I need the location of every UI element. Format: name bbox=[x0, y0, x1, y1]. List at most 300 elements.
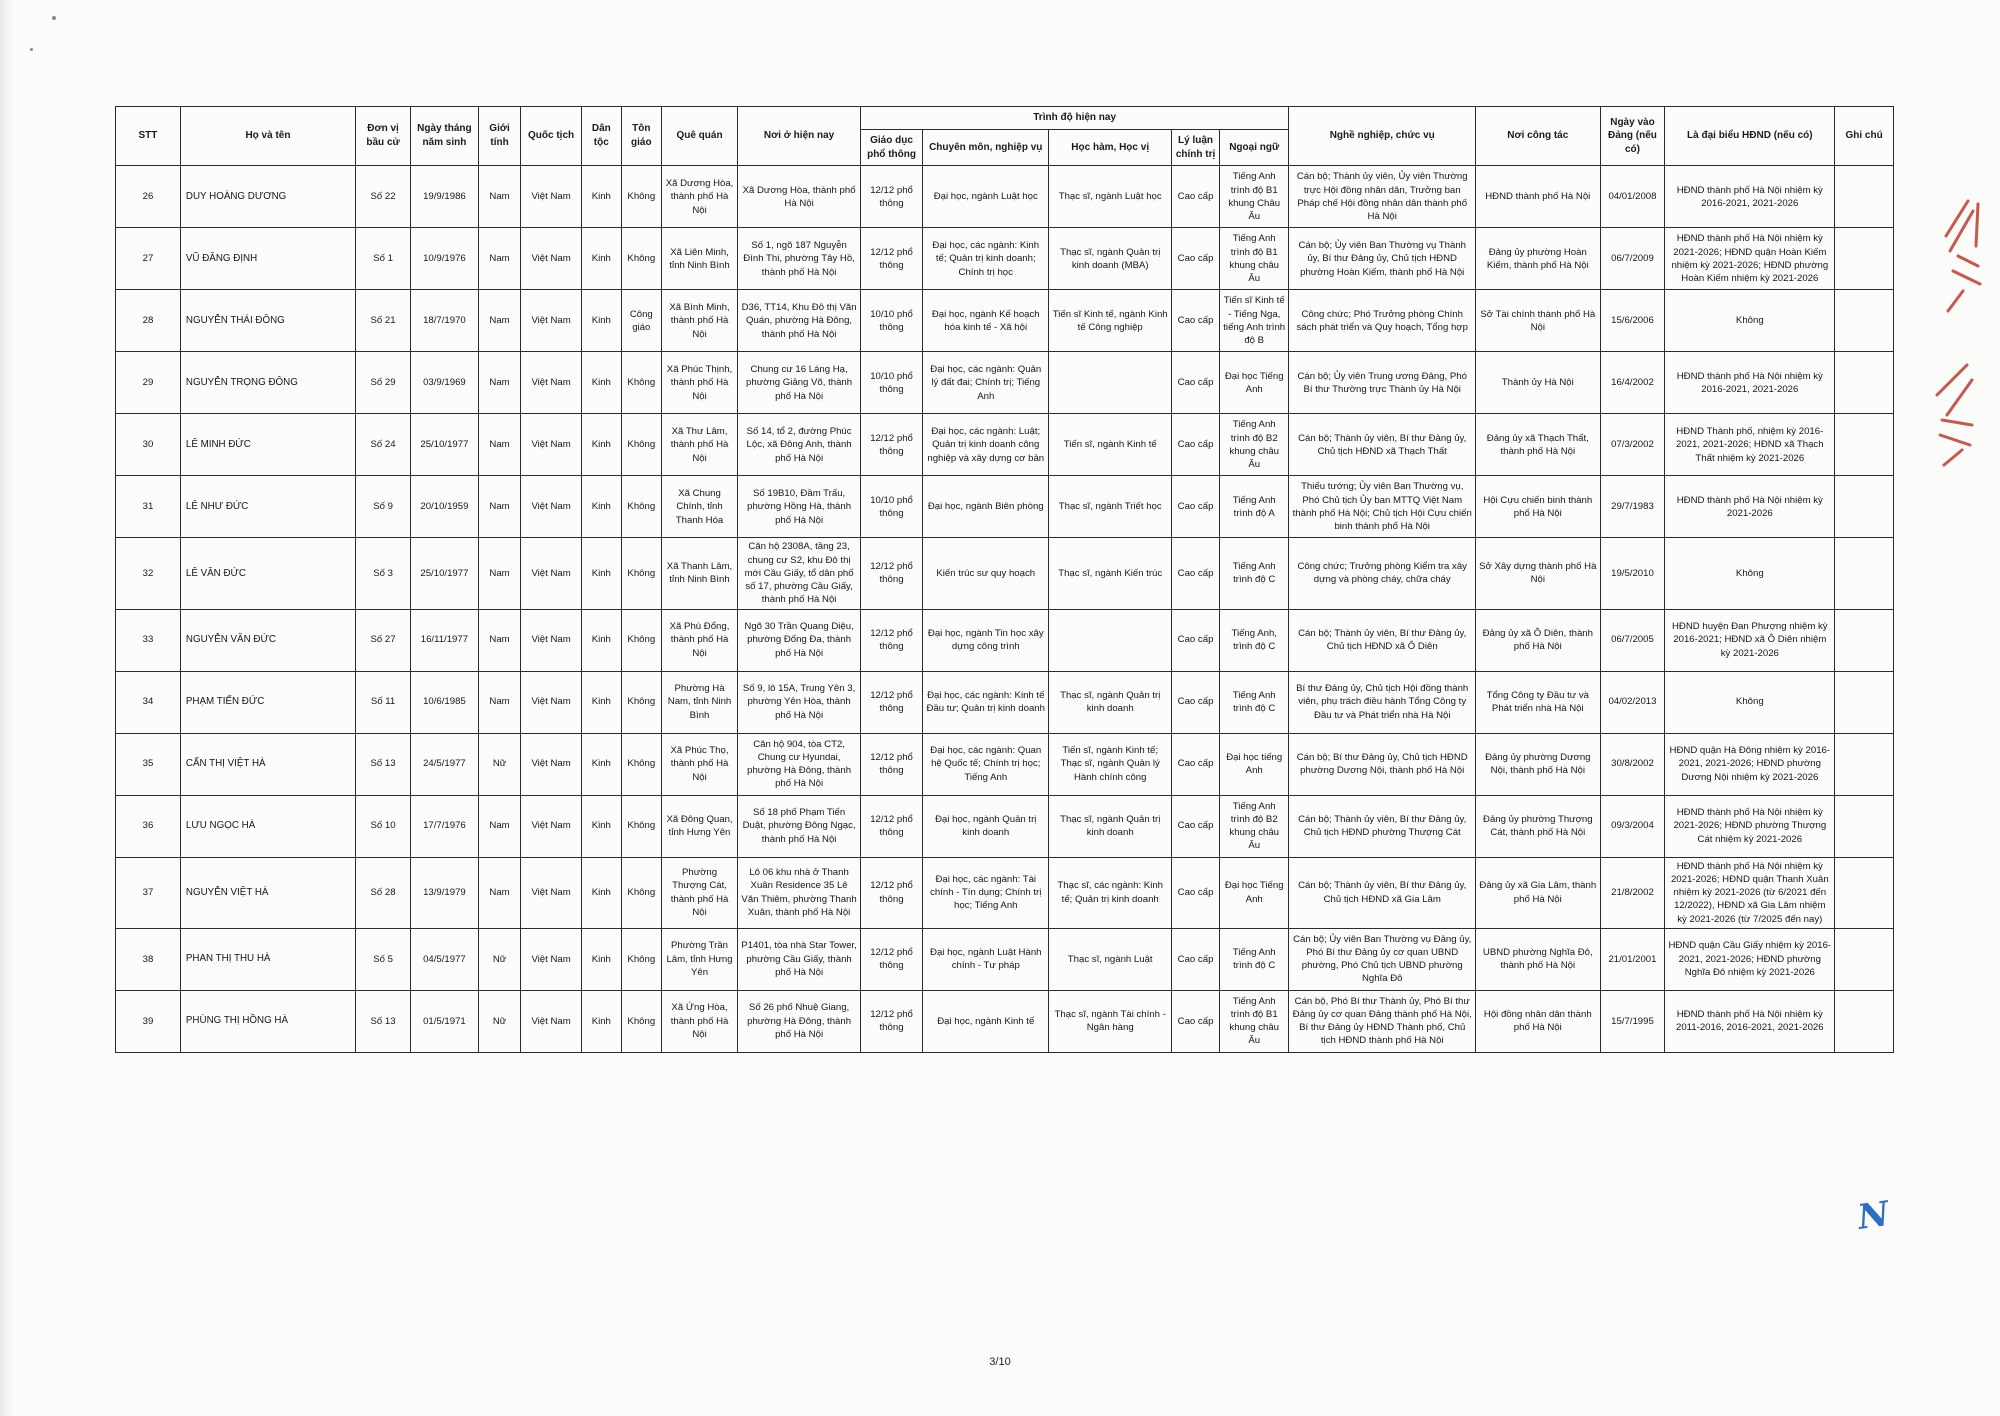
cell-donvi: Số 29 bbox=[356, 352, 411, 414]
col-header-gioitinh: Giới tính bbox=[478, 107, 521, 166]
cell-ghichu bbox=[1835, 166, 1894, 228]
cell-dantoc: Kinh bbox=[581, 538, 621, 609]
cell-giaoduc: 12/12 phổ thông bbox=[860, 928, 922, 990]
cell-name: NGUYỄN THÁI ĐÔNG bbox=[180, 290, 355, 352]
cell-quequan: Xã Phù Đổng, thành phố Hà Nội bbox=[661, 609, 737, 671]
cell-nghenghiep: Công chức; Phó Trưởng phòng Chính sách phát triển và Quy hoạch, Tổng hợp bbox=[1289, 290, 1476, 352]
cell-quequan: Xã Phúc Thọ, thành phố Hà Nội bbox=[661, 733, 737, 795]
cell-gioitinh: Nam bbox=[478, 609, 521, 671]
cell-giaoduc: 10/10 phổ thông bbox=[860, 476, 922, 538]
cell-daibieu: HĐND thành phố Hà Nội nhiệm kỳ 2021-2026 bbox=[1665, 476, 1835, 538]
col-header-lyluan: Lý luận chính trị bbox=[1172, 129, 1220, 166]
table-row bbox=[116, 290, 1894, 352]
cell-quoctich: Việt Nam bbox=[521, 733, 581, 795]
cell-donvi: Số 11 bbox=[356, 671, 411, 733]
cell-hocham: Tiến sĩ Kinh tế, ngành Kinh tế Công nghiệp bbox=[1049, 290, 1172, 352]
cell-daibieu: HĐND quận Hà Đông nhiệm kỳ 2016-2021, 2021-2026; HĐND phường Dương Nội nhiệm kỳ 2021-2026 bbox=[1665, 733, 1835, 795]
cell-gioitinh: Nam bbox=[478, 476, 521, 538]
cell-dantoc: Kinh bbox=[581, 928, 621, 990]
cell-noio: Lô 06 khu nhà ở Thanh Xuân Residence 35 Lê Văn Thiêm, phường Thanh Xuân, thành phố Hà Nội bbox=[738, 857, 861, 928]
cell-daibieu: HĐND huyện Đan Phượng nhiệm kỳ 2016-2021; HĐND xã Ô Diên nhiệm kỳ 2021-2026 bbox=[1665, 609, 1835, 671]
cell-ngoaingu: Tiếng Anh trình độ B1 khung châu Âu bbox=[1220, 228, 1289, 290]
cell-hocham: Thạc sĩ, ngành Luật học bbox=[1049, 166, 1172, 228]
cell-ghichu bbox=[1835, 538, 1894, 609]
col-header-group-trinhdo: Trình độ hiện nay bbox=[860, 107, 1288, 130]
cell-quoctich: Việt Nam bbox=[521, 990, 581, 1052]
cell-chuyenmon: Đại học, các ngành: Tài chính - Tín dụng; Chính trị học; Tiếng Anh bbox=[923, 857, 1049, 928]
cell-tongiao: Không bbox=[621, 166, 661, 228]
scan-speck bbox=[52, 16, 56, 20]
cell-noicongtac: Đảng ủy phường Dương Nội, thành phố Hà Nội bbox=[1476, 733, 1600, 795]
cell-ngayvaodang: 29/7/1983 bbox=[1600, 476, 1665, 538]
cell-tongiao: Không bbox=[621, 476, 661, 538]
cell-chuyenmon: Đại học, ngành Tin học xây dựng công trình bbox=[923, 609, 1049, 671]
cell-hocham: Thạc sĩ, ngành Quản trị kinh doanh (MBA) bbox=[1049, 228, 1172, 290]
cell-ngoaingu: Tiếng Anh trình độ B1 khung châu Âu bbox=[1220, 990, 1289, 1052]
cell-gioitinh: Nam bbox=[478, 538, 521, 609]
cell-ngayvaodang: 06/7/2009 bbox=[1600, 228, 1665, 290]
cell-ngoaingu: Tiếng Anh trình độ C bbox=[1220, 928, 1289, 990]
cell-giaoduc: 12/12 phổ thông bbox=[860, 228, 922, 290]
cell-stt: 34 bbox=[116, 671, 181, 733]
cell-ngaysinh: 19/9/1986 bbox=[411, 166, 479, 228]
cell-ngaysinh: 01/5/1971 bbox=[411, 990, 479, 1052]
cell-chuyenmon: Kiến trúc sư quy hoạch bbox=[923, 538, 1049, 609]
cell-tongiao: Không bbox=[621, 795, 661, 857]
cell-dantoc: Kinh bbox=[581, 352, 621, 414]
col-header-noicongtac: Nơi công tác bbox=[1476, 107, 1600, 166]
cell-quequan: Xã Thư Lâm, thành phố Hà Nội bbox=[661, 414, 737, 476]
cell-ghichu bbox=[1835, 857, 1894, 928]
cell-noicongtac: Đảng ủy phường Thượng Cát, thành phố Hà Nội bbox=[1476, 795, 1600, 857]
cell-lyluan: Cao cấp bbox=[1172, 671, 1220, 733]
col-header-name: Họ và tên bbox=[180, 107, 355, 166]
cell-tongiao: Không bbox=[621, 928, 661, 990]
cell-ngayvaodang: 07/3/2002 bbox=[1600, 414, 1665, 476]
cell-ghichu bbox=[1835, 990, 1894, 1052]
cell-ngoaingu: Đại học Tiếng Anh bbox=[1220, 352, 1289, 414]
cell-quequan: Phường Trần Lâm, tỉnh Hưng Yên bbox=[661, 928, 737, 990]
cell-gioitinh: Nam bbox=[478, 857, 521, 928]
cell-nghenghiep: Cán bộ; Thành ủy viên, Ủy viên Thường trực Hội đồng nhân dân, Trưởng ban Pháp chế Hội đồng nhân dân thành phố Hà Nội bbox=[1289, 166, 1476, 228]
col-header-quoctich: Quốc tịch bbox=[521, 107, 581, 166]
cell-daibieu: HĐND thành phố Hà Nội nhiệm kỳ 2021-2026; HĐND phường Thượng Cát nhiệm kỳ 2021-2026 bbox=[1665, 795, 1835, 857]
cell-lyluan: Cao cấp bbox=[1172, 928, 1220, 990]
cell-dantoc: Kinh bbox=[581, 414, 621, 476]
red-stamp-mark-1 bbox=[1928, 196, 1988, 316]
cell-lyluan: Cao cấp bbox=[1172, 352, 1220, 414]
cell-noio: Số 9, lô 15A, Trung Yên 3, phường Yên Hòa, thành phố Hà Nội bbox=[738, 671, 861, 733]
cell-gioitinh: Nam bbox=[478, 671, 521, 733]
cell-name: LƯU NGỌC HÀ bbox=[180, 795, 355, 857]
cell-noio: D36, TT14, Khu Đô thị Văn Quán, phường Hà Đông, thành phố Hà Nội bbox=[738, 290, 861, 352]
table-row bbox=[116, 609, 1894, 671]
cell-tongiao: Không bbox=[621, 228, 661, 290]
cell-noicongtac: Đảng ủy phường Hoàn Kiếm, thành phố Hà Nội bbox=[1476, 228, 1600, 290]
cell-name: VŨ ĐĂNG ĐỊNH bbox=[180, 228, 355, 290]
cell-ngayvaodang: 30/8/2002 bbox=[1600, 733, 1665, 795]
cell-quoctich: Việt Nam bbox=[521, 352, 581, 414]
cell-chuyenmon: Đại học, ngành Luật học bbox=[923, 166, 1049, 228]
cell-hocham: Tiến sĩ, ngành Kinh tế; Thạc sĩ, ngành Quản lý Hành chính công bbox=[1049, 733, 1172, 795]
cell-donvi: Số 28 bbox=[356, 857, 411, 928]
cell-stt: 35 bbox=[116, 733, 181, 795]
cell-ngaysinh: 18/7/1970 bbox=[411, 290, 479, 352]
cell-hocham bbox=[1049, 609, 1172, 671]
cell-stt: 31 bbox=[116, 476, 181, 538]
col-header-ngayvaodang: Ngày vào Đảng (nếu có) bbox=[1600, 107, 1665, 166]
cell-noio: Căn hộ 904, tòa CT2, Chung cư Hyundai, phường Hà Đông, thành phố Hà Nội bbox=[738, 733, 861, 795]
cell-giaoduc: 12/12 phổ thông bbox=[860, 990, 922, 1052]
table-row bbox=[116, 990, 1894, 1052]
cell-ngayvaodang: 21/8/2002 bbox=[1600, 857, 1665, 928]
cell-noio: Số 19B10, Đầm Trấu, phường Hồng Hà, thành phố Hà Nội bbox=[738, 476, 861, 538]
cell-chuyenmon: Đại học, ngành Luật Hành chính - Tư pháp bbox=[923, 928, 1049, 990]
cell-donvi: Số 13 bbox=[356, 990, 411, 1052]
cell-daibieu: HĐND thành phố Hà Nội nhiệm kỳ 2021-2026; HĐND quận Hoàn Kiếm nhiệm kỳ 2021-2026; HĐND phường Hoàn Kiếm nhiệm kỳ 2021-2026 bbox=[1665, 228, 1835, 290]
cell-ghichu bbox=[1835, 414, 1894, 476]
cell-ngaysinh: 04/5/1977 bbox=[411, 928, 479, 990]
cell-noio: Số 14, tổ 2, đường Phúc Lộc, xã Đông Anh, thành phố Hà Nội bbox=[738, 414, 861, 476]
cell-gioitinh: Nữ bbox=[478, 733, 521, 795]
cell-quoctich: Việt Nam bbox=[521, 538, 581, 609]
col-header-stt: STT bbox=[116, 107, 181, 166]
cell-gioitinh: Nam bbox=[478, 795, 521, 857]
blue-signature-mark: N bbox=[1855, 1194, 1892, 1238]
cell-ngaysinh: 03/9/1969 bbox=[411, 352, 479, 414]
cell-noio: Số 1, ngõ 187 Nguyễn Đình Thi, phường Tây Hồ, thành phố Hà Nội bbox=[738, 228, 861, 290]
cell-noio: Số 26 phố Nhuệ Giang, phường Hà Đông, thành phố Hà Nội bbox=[738, 990, 861, 1052]
cell-quoctich: Việt Nam bbox=[521, 795, 581, 857]
cell-gioitinh: Nam bbox=[478, 290, 521, 352]
cell-noicongtac: HĐND thành phố Hà Nội bbox=[1476, 166, 1600, 228]
cell-name: LÊ NHƯ ĐỨC bbox=[180, 476, 355, 538]
cell-ngaysinh: 25/10/1977 bbox=[411, 414, 479, 476]
cell-stt: 27 bbox=[116, 228, 181, 290]
cell-stt: 37 bbox=[116, 857, 181, 928]
cell-gioitinh: Nam bbox=[478, 166, 521, 228]
cell-donvi: Số 13 bbox=[356, 733, 411, 795]
cell-donvi: Số 9 bbox=[356, 476, 411, 538]
cell-chuyenmon: Đại học, các ngành: Quản lý đất đai; Chính trị; Tiếng Anh bbox=[923, 352, 1049, 414]
cell-ngayvaodang: 15/7/1995 bbox=[1600, 990, 1665, 1052]
cell-lyluan: Cao cấp bbox=[1172, 538, 1220, 609]
cell-gioitinh: Nam bbox=[478, 414, 521, 476]
cell-name: PHAN THỊ THU HÀ bbox=[180, 928, 355, 990]
cell-dantoc: Kinh bbox=[581, 476, 621, 538]
cell-nghenghiep: Cán bộ; Thành ủy viên, Bí thư Đảng ủy, Chủ tịch HĐND xã Gia Lâm bbox=[1289, 857, 1476, 928]
cell-ngayvaodang: 16/4/2002 bbox=[1600, 352, 1665, 414]
cell-noio: P1401, tòa nhà Star Tower, phường Cầu Giấy, thành phố Hà Nội bbox=[738, 928, 861, 990]
cell-dantoc: Kinh bbox=[581, 609, 621, 671]
cell-ngoaingu: Tiếng Anh, trình độ C bbox=[1220, 609, 1289, 671]
cell-quoctich: Việt Nam bbox=[521, 414, 581, 476]
cell-quequan: Phường Hà Nam, tỉnh Ninh Bình bbox=[661, 671, 737, 733]
cell-ngaysinh: 24/5/1977 bbox=[411, 733, 479, 795]
cell-quoctich: Việt Nam bbox=[521, 228, 581, 290]
col-header-donvi: Đơn vị bầu cử bbox=[356, 107, 411, 166]
cell-quequan: Xã Bình Minh, thành phố Hà Nội bbox=[661, 290, 737, 352]
cell-chuyenmon: Đại học, các ngành: Luật; Quản trị kinh doanh công nghiệp và xây dựng cơ bản bbox=[923, 414, 1049, 476]
cell-noicongtac: Hội đồng nhân dân thành phố Hà Nội bbox=[1476, 990, 1600, 1052]
cell-lyluan: Cao cấp bbox=[1172, 609, 1220, 671]
cell-quoctich: Việt Nam bbox=[521, 928, 581, 990]
scan-speck bbox=[30, 48, 33, 51]
cell-hocham: Thạc sĩ, ngành Triết học bbox=[1049, 476, 1172, 538]
red-stamp-mark-2 bbox=[1922, 360, 1982, 470]
cell-name: CẤN THỊ VIỆT HÀ bbox=[180, 733, 355, 795]
cell-noicongtac: Sở Xây dựng thành phố Hà Nội bbox=[1476, 538, 1600, 609]
cell-nghenghiep: Cán bộ; Thành ủy viên, Bí thư Đảng ủy, Chủ tịch HĐND xã Ô Diên bbox=[1289, 609, 1476, 671]
cell-ngoaingu: Tiếng Anh trình độ B1 khung Châu Âu bbox=[1220, 166, 1289, 228]
cell-noio: Số 18 phố Phạm Tiến Duật, phường Đông Ngạc, thành phố Hà Nội bbox=[738, 795, 861, 857]
cell-nghenghiep: Thiếu tướng; Ủy viên Ban Thường vụ, Phó Chủ tịch Ủy ban MTTQ Việt Nam thành phố Hà Nội; Chủ tịch Hội Cựu chiến binh thành phố Hà Nội bbox=[1289, 476, 1476, 538]
table-row bbox=[116, 414, 1894, 476]
cell-noicongtac: Đảng ủy xã Thạch Thất, thành phố Hà Nội bbox=[1476, 414, 1600, 476]
col-header-hocham: Học hàm, Học vị bbox=[1049, 129, 1172, 166]
cell-hocham: Tiến sĩ, ngành Kinh tế bbox=[1049, 414, 1172, 476]
cell-ngoaingu: Tiếng Anh trình độ C bbox=[1220, 538, 1289, 609]
cell-stt: 33 bbox=[116, 609, 181, 671]
cell-tongiao: Không bbox=[621, 414, 661, 476]
col-header-quequan: Quê quán bbox=[661, 107, 737, 166]
cell-noicongtac: Tổng Công ty Đầu tư và Phát triển nhà Hà Nội bbox=[1476, 671, 1600, 733]
cell-quequan: Xã Phúc Thịnh, thành phố Hà Nội bbox=[661, 352, 737, 414]
cell-ngayvaodang: 09/3/2004 bbox=[1600, 795, 1665, 857]
cell-gioitinh: Nữ bbox=[478, 990, 521, 1052]
cell-quequan: Phường Thượng Cát, thành phố Hà Nội bbox=[661, 857, 737, 928]
cell-chuyenmon: Đại học, các ngành: Kinh tế; Quản trị kinh doanh; Chính trị học bbox=[923, 228, 1049, 290]
cell-giaoduc: 12/12 phổ thông bbox=[860, 857, 922, 928]
cell-ngaysinh: 13/9/1979 bbox=[411, 857, 479, 928]
cell-tongiao: Không bbox=[621, 733, 661, 795]
cell-giaoduc: 12/12 phổ thông bbox=[860, 671, 922, 733]
cell-giaoduc: 12/12 phổ thông bbox=[860, 538, 922, 609]
table-row bbox=[116, 733, 1894, 795]
cell-noicongtac: Đảng ủy xã Ô Diên, thành phố Hà Nội bbox=[1476, 609, 1600, 671]
cell-ngayvaodang: 19/5/2010 bbox=[1600, 538, 1665, 609]
cell-ngaysinh: 20/10/1959 bbox=[411, 476, 479, 538]
cell-donvi: Số 3 bbox=[356, 538, 411, 609]
cell-chuyenmon: Đại học, ngành Kế hoạch hóa kinh tế - Xã hội bbox=[923, 290, 1049, 352]
cell-lyluan: Cao cấp bbox=[1172, 857, 1220, 928]
cell-stt: 38 bbox=[116, 928, 181, 990]
cell-dantoc: Kinh bbox=[581, 166, 621, 228]
cell-giaoduc: 10/10 phổ thông bbox=[860, 352, 922, 414]
cell-ngoaingu: Tiếng Anh trình độ A bbox=[1220, 476, 1289, 538]
cell-tongiao: Công giáo bbox=[621, 290, 661, 352]
cell-stt: 32 bbox=[116, 538, 181, 609]
cell-chuyenmon: Đại học, các ngành: Kinh tế Đầu tư; Quản trị kinh doanh bbox=[923, 671, 1049, 733]
cell-dantoc: Kinh bbox=[581, 733, 621, 795]
cell-ngayvaodang: 15/6/2006 bbox=[1600, 290, 1665, 352]
col-header-ghichu: Ghi chú bbox=[1835, 107, 1894, 166]
cell-nghenghiep: Cán bộ; Ủy viên Ban Thường vụ Đảng ủy, Phó Bí thư Đảng ủy cơ quan UBND phường, Phó Chủ tịch UBND phường Nghĩa Đô bbox=[1289, 928, 1476, 990]
cell-ghichu bbox=[1835, 671, 1894, 733]
cell-quequan: Xã Dương Hòa, thành phố Hà Nội bbox=[661, 166, 737, 228]
table-body bbox=[116, 166, 1894, 1052]
cell-ngoaingu: Tiếng Anh trình độ B2 khung châu Âu bbox=[1220, 795, 1289, 857]
cell-nghenghiep: Cán bộ; Bí thư Đảng ủy, Chủ tịch HĐND phường Dương Nội, thành phố Hà Nội bbox=[1289, 733, 1476, 795]
cell-ngoaingu: Đại học tiếng Anh bbox=[1220, 733, 1289, 795]
cell-daibieu: HĐND thành phố Hà Nội nhiệm kỳ 2011-2016, 2016-2021, 2021-2026 bbox=[1665, 990, 1835, 1052]
col-header-ngoaingu: Ngoại ngữ bbox=[1220, 129, 1289, 166]
cell-hocham: Thạc sĩ, ngành Tài chính - Ngân hàng bbox=[1049, 990, 1172, 1052]
cell-dantoc: Kinh bbox=[581, 990, 621, 1052]
cell-ngayvaodang: 21/01/2001 bbox=[1600, 928, 1665, 990]
cell-noio: Chung cư 16 Láng Hạ, phường Giảng Võ, thành phố Hà Nội bbox=[738, 352, 861, 414]
table-row bbox=[116, 228, 1894, 290]
cell-tongiao: Không bbox=[621, 671, 661, 733]
cell-hocham: Thạc sĩ, ngành Quản trị kinh doanh bbox=[1049, 671, 1172, 733]
cell-daibieu: Không bbox=[1665, 538, 1835, 609]
cell-tongiao: Không bbox=[621, 609, 661, 671]
cell-ghichu bbox=[1835, 228, 1894, 290]
cell-name: NGUYỄN VĂN ĐỨC bbox=[180, 609, 355, 671]
cell-nghenghiep: Công chức; Trưởng phòng Kiểm tra xây dựng và phòng cháy, chữa cháy bbox=[1289, 538, 1476, 609]
cell-giaoduc: 12/12 phổ thông bbox=[860, 414, 922, 476]
col-header-chuyenmon: Chuyên môn, nghiệp vụ bbox=[923, 129, 1049, 166]
cell-tongiao: Không bbox=[621, 857, 661, 928]
cell-ghichu bbox=[1835, 609, 1894, 671]
cell-lyluan: Cao cấp bbox=[1172, 476, 1220, 538]
cell-ngaysinh: 17/7/1976 bbox=[411, 795, 479, 857]
cell-gioitinh: Nam bbox=[478, 352, 521, 414]
cell-chuyenmon: Đại học, các ngành: Quan hệ Quốc tế; Chính trị học; Tiếng Anh bbox=[923, 733, 1049, 795]
cell-daibieu: Không bbox=[1665, 290, 1835, 352]
cell-stt: 26 bbox=[116, 166, 181, 228]
cell-dantoc: Kinh bbox=[581, 228, 621, 290]
cell-ngoaingu: Tiếng Anh trình độ B2 khung châu Âu bbox=[1220, 414, 1289, 476]
cell-noicongtac: Đảng ủy xã Gia Lâm, thành phố Hà Nội bbox=[1476, 857, 1600, 928]
col-header-giaoduc: Giáo dục phổ thông bbox=[860, 129, 922, 166]
cell-ngoaingu: Tiếng Anh trình độ C bbox=[1220, 671, 1289, 733]
cell-noicongtac: Thành ủy Hà Nội bbox=[1476, 352, 1600, 414]
cell-nghenghiep: Cán bộ; Ủy viên Ban Thường vụ Thành ủy, Bí thư Đảng ủy, Chủ tịch HĐND phường Hoàn Kiếm, thành phố Hà Nội bbox=[1289, 228, 1476, 290]
cell-noicongtac: Hội Cựu chiến binh thành phố Hà Nội bbox=[1476, 476, 1600, 538]
cell-chuyenmon: Đại học, ngành Kinh tế bbox=[923, 990, 1049, 1052]
cell-quoctich: Việt Nam bbox=[521, 476, 581, 538]
cell-lyluan: Cao cấp bbox=[1172, 414, 1220, 476]
cell-daibieu: HĐND Thành phố, nhiệm kỳ 2016-2021, 2021-2026; HĐND xã Thạch Thất nhiệm kỳ 2021-2026 bbox=[1665, 414, 1835, 476]
table-row bbox=[116, 538, 1894, 609]
cell-quequan: Xã Thanh Lâm, tỉnh Ninh Bình bbox=[661, 538, 737, 609]
cell-ngaysinh: 16/11/1977 bbox=[411, 609, 479, 671]
cell-stt: 39 bbox=[116, 990, 181, 1052]
cell-nghenghiep: Cán bộ; Thành ủy viên, Bí thư Đảng ủy, Chủ tịch HĐND xã Thạch Thất bbox=[1289, 414, 1476, 476]
cell-ngayvaodang: 06/7/2005 bbox=[1600, 609, 1665, 671]
cell-hocham bbox=[1049, 352, 1172, 414]
cell-noio: Ngõ 30 Trần Quang Diệu, phường Đống Đa, thành phố Hà Nội bbox=[738, 609, 861, 671]
cell-stt: 36 bbox=[116, 795, 181, 857]
cell-ghichu bbox=[1835, 290, 1894, 352]
cell-name: PHẠM TIẾN ĐỨC bbox=[180, 671, 355, 733]
hdnd-delegate-table bbox=[115, 106, 1894, 1053]
cell-ghichu bbox=[1835, 476, 1894, 538]
cell-giaoduc: 12/12 phổ thông bbox=[860, 609, 922, 671]
table-row bbox=[116, 671, 1894, 733]
cell-quequan: Xã Liên Minh, tỉnh Ninh Bình bbox=[661, 228, 737, 290]
cell-dantoc: Kinh bbox=[581, 290, 621, 352]
cell-ngaysinh: 25/10/1977 bbox=[411, 538, 479, 609]
cell-quoctich: Việt Nam bbox=[521, 857, 581, 928]
cell-nghenghiep: Bí thư Đảng ủy, Chủ tịch Hội đồng thành viên, phụ trách điều hành Tổng Công ty Đầu tư và Phát triển nhà Hà Nội bbox=[1289, 671, 1476, 733]
cell-ngaysinh: 10/9/1976 bbox=[411, 228, 479, 290]
cell-donvi: Số 10 bbox=[356, 795, 411, 857]
cell-name: LÊ MINH ĐỨC bbox=[180, 414, 355, 476]
cell-nghenghiep: Cán bộ, Phó Bí thư Thành ủy, Phó Bí thư Đảng ủy cơ quan Đảng thành phố Hà Nội, Bí thư Đảng ủy HĐND Thành phố, Chủ tịch HĐND thành phố Hà Nội bbox=[1289, 990, 1476, 1052]
cell-dantoc: Kinh bbox=[581, 795, 621, 857]
cell-quoctich: Việt Nam bbox=[521, 671, 581, 733]
cell-quequan: Xã Đông Quan, tỉnh Hưng Yên bbox=[661, 795, 737, 857]
cell-daibieu: HĐND quận Cầu Giấy nhiệm kỳ 2016-2021, 2021-2026; HĐND phường Nghĩa Đô nhiệm kỳ 2021-2026 bbox=[1665, 928, 1835, 990]
cell-daibieu: Không bbox=[1665, 671, 1835, 733]
cell-ghichu bbox=[1835, 733, 1894, 795]
cell-stt: 29 bbox=[116, 352, 181, 414]
col-header-nghenghiep: Nghề nghiệp, chức vụ bbox=[1289, 107, 1476, 166]
cell-donvi: Số 22 bbox=[356, 166, 411, 228]
cell-ngaysinh: 10/6/1985 bbox=[411, 671, 479, 733]
cell-quequan: Xã Chung Chính, tỉnh Thanh Hóa bbox=[661, 476, 737, 538]
cell-ngayvaodang: 04/01/2008 bbox=[1600, 166, 1665, 228]
cell-quoctich: Việt Nam bbox=[521, 290, 581, 352]
scan-edge-artifact bbox=[0, 0, 14, 1416]
col-header-dantoc: Dân tộc bbox=[581, 107, 621, 166]
cell-name: NGUYỄN VIỆT HÀ bbox=[180, 857, 355, 928]
cell-nghenghiep: Cán bộ; Ủy viên Trung ương Đảng, Phó Bí thư Thường trực Thành ủy Hà Nội bbox=[1289, 352, 1476, 414]
cell-hocham: Thạc sĩ, ngành Luật bbox=[1049, 928, 1172, 990]
cell-noio: Căn hộ 2308A, tầng 23, chung cư S2, khu Đô thị mới Cầu Giấy, tổ dân phố số 17, phường Cầu Giấy, thành phố Hà Nội bbox=[738, 538, 861, 609]
cell-nghenghiep: Cán bộ; Thành ủy viên, Bí thư Đảng ủy, Chủ tịch HĐND phường Thượng Cát bbox=[1289, 795, 1476, 857]
cell-ghichu bbox=[1835, 928, 1894, 990]
table-row bbox=[116, 795, 1894, 857]
cell-giaoduc: 10/10 phổ thông bbox=[860, 290, 922, 352]
cell-noio: Xã Dương Hòa, thành phố Hà Nội bbox=[738, 166, 861, 228]
cell-ghichu bbox=[1835, 352, 1894, 414]
cell-hocham: Thạc sĩ, ngành Quản trị kinh doanh bbox=[1049, 795, 1172, 857]
cell-tongiao: Không bbox=[621, 538, 661, 609]
cell-name: PHÙNG THỊ HỒNG HÀ bbox=[180, 990, 355, 1052]
table-header bbox=[116, 107, 1894, 166]
cell-daibieu: HĐND thành phố Hà Nội nhiệm kỳ 2016-2021, 2021-2026 bbox=[1665, 352, 1835, 414]
cell-tongiao: Không bbox=[621, 990, 661, 1052]
table-row bbox=[116, 857, 1894, 928]
cell-donvi: Số 24 bbox=[356, 414, 411, 476]
cell-hocham: Thạc sĩ, các ngành: Kinh tế; Quản trị kinh doanh bbox=[1049, 857, 1172, 928]
cell-donvi: Số 27 bbox=[356, 609, 411, 671]
cell-lyluan: Cao cấp bbox=[1172, 795, 1220, 857]
cell-lyluan: Cao cấp bbox=[1172, 290, 1220, 352]
cell-lyluan: Cao cấp bbox=[1172, 228, 1220, 290]
col-header-ngaysinh: Ngày tháng năm sinh bbox=[411, 107, 479, 166]
table-row bbox=[116, 928, 1894, 990]
cell-ngayvaodang: 04/02/2013 bbox=[1600, 671, 1665, 733]
cell-donvi: Số 5 bbox=[356, 928, 411, 990]
cell-lyluan: Cao cấp bbox=[1172, 166, 1220, 228]
cell-chuyenmon: Đại học, ngành Biên phòng bbox=[923, 476, 1049, 538]
cell-chuyenmon: Đại học, ngành Quản trị kinh doanh bbox=[923, 795, 1049, 857]
cell-name: NGUYỄN TRỌNG ĐÔNG bbox=[180, 352, 355, 414]
cell-hocham: Thạc sĩ, ngành Kiến trúc bbox=[1049, 538, 1172, 609]
cell-lyluan: Cao cấp bbox=[1172, 990, 1220, 1052]
table-row bbox=[116, 166, 1894, 228]
cell-noicongtac: UBND phường Nghĩa Đô, thành phố Hà Nội bbox=[1476, 928, 1600, 990]
cell-donvi: Số 21 bbox=[356, 290, 411, 352]
page-number: 3/10 bbox=[989, 1356, 1011, 1368]
cell-giaoduc: 12/12 phổ thông bbox=[860, 795, 922, 857]
cell-ngoaingu: Tiến sĩ Kinh tế - Tiếng Nga, tiếng Anh trình độ B bbox=[1220, 290, 1289, 352]
col-header-daibieu: Là đại biểu HĐND (nếu có) bbox=[1665, 107, 1835, 166]
